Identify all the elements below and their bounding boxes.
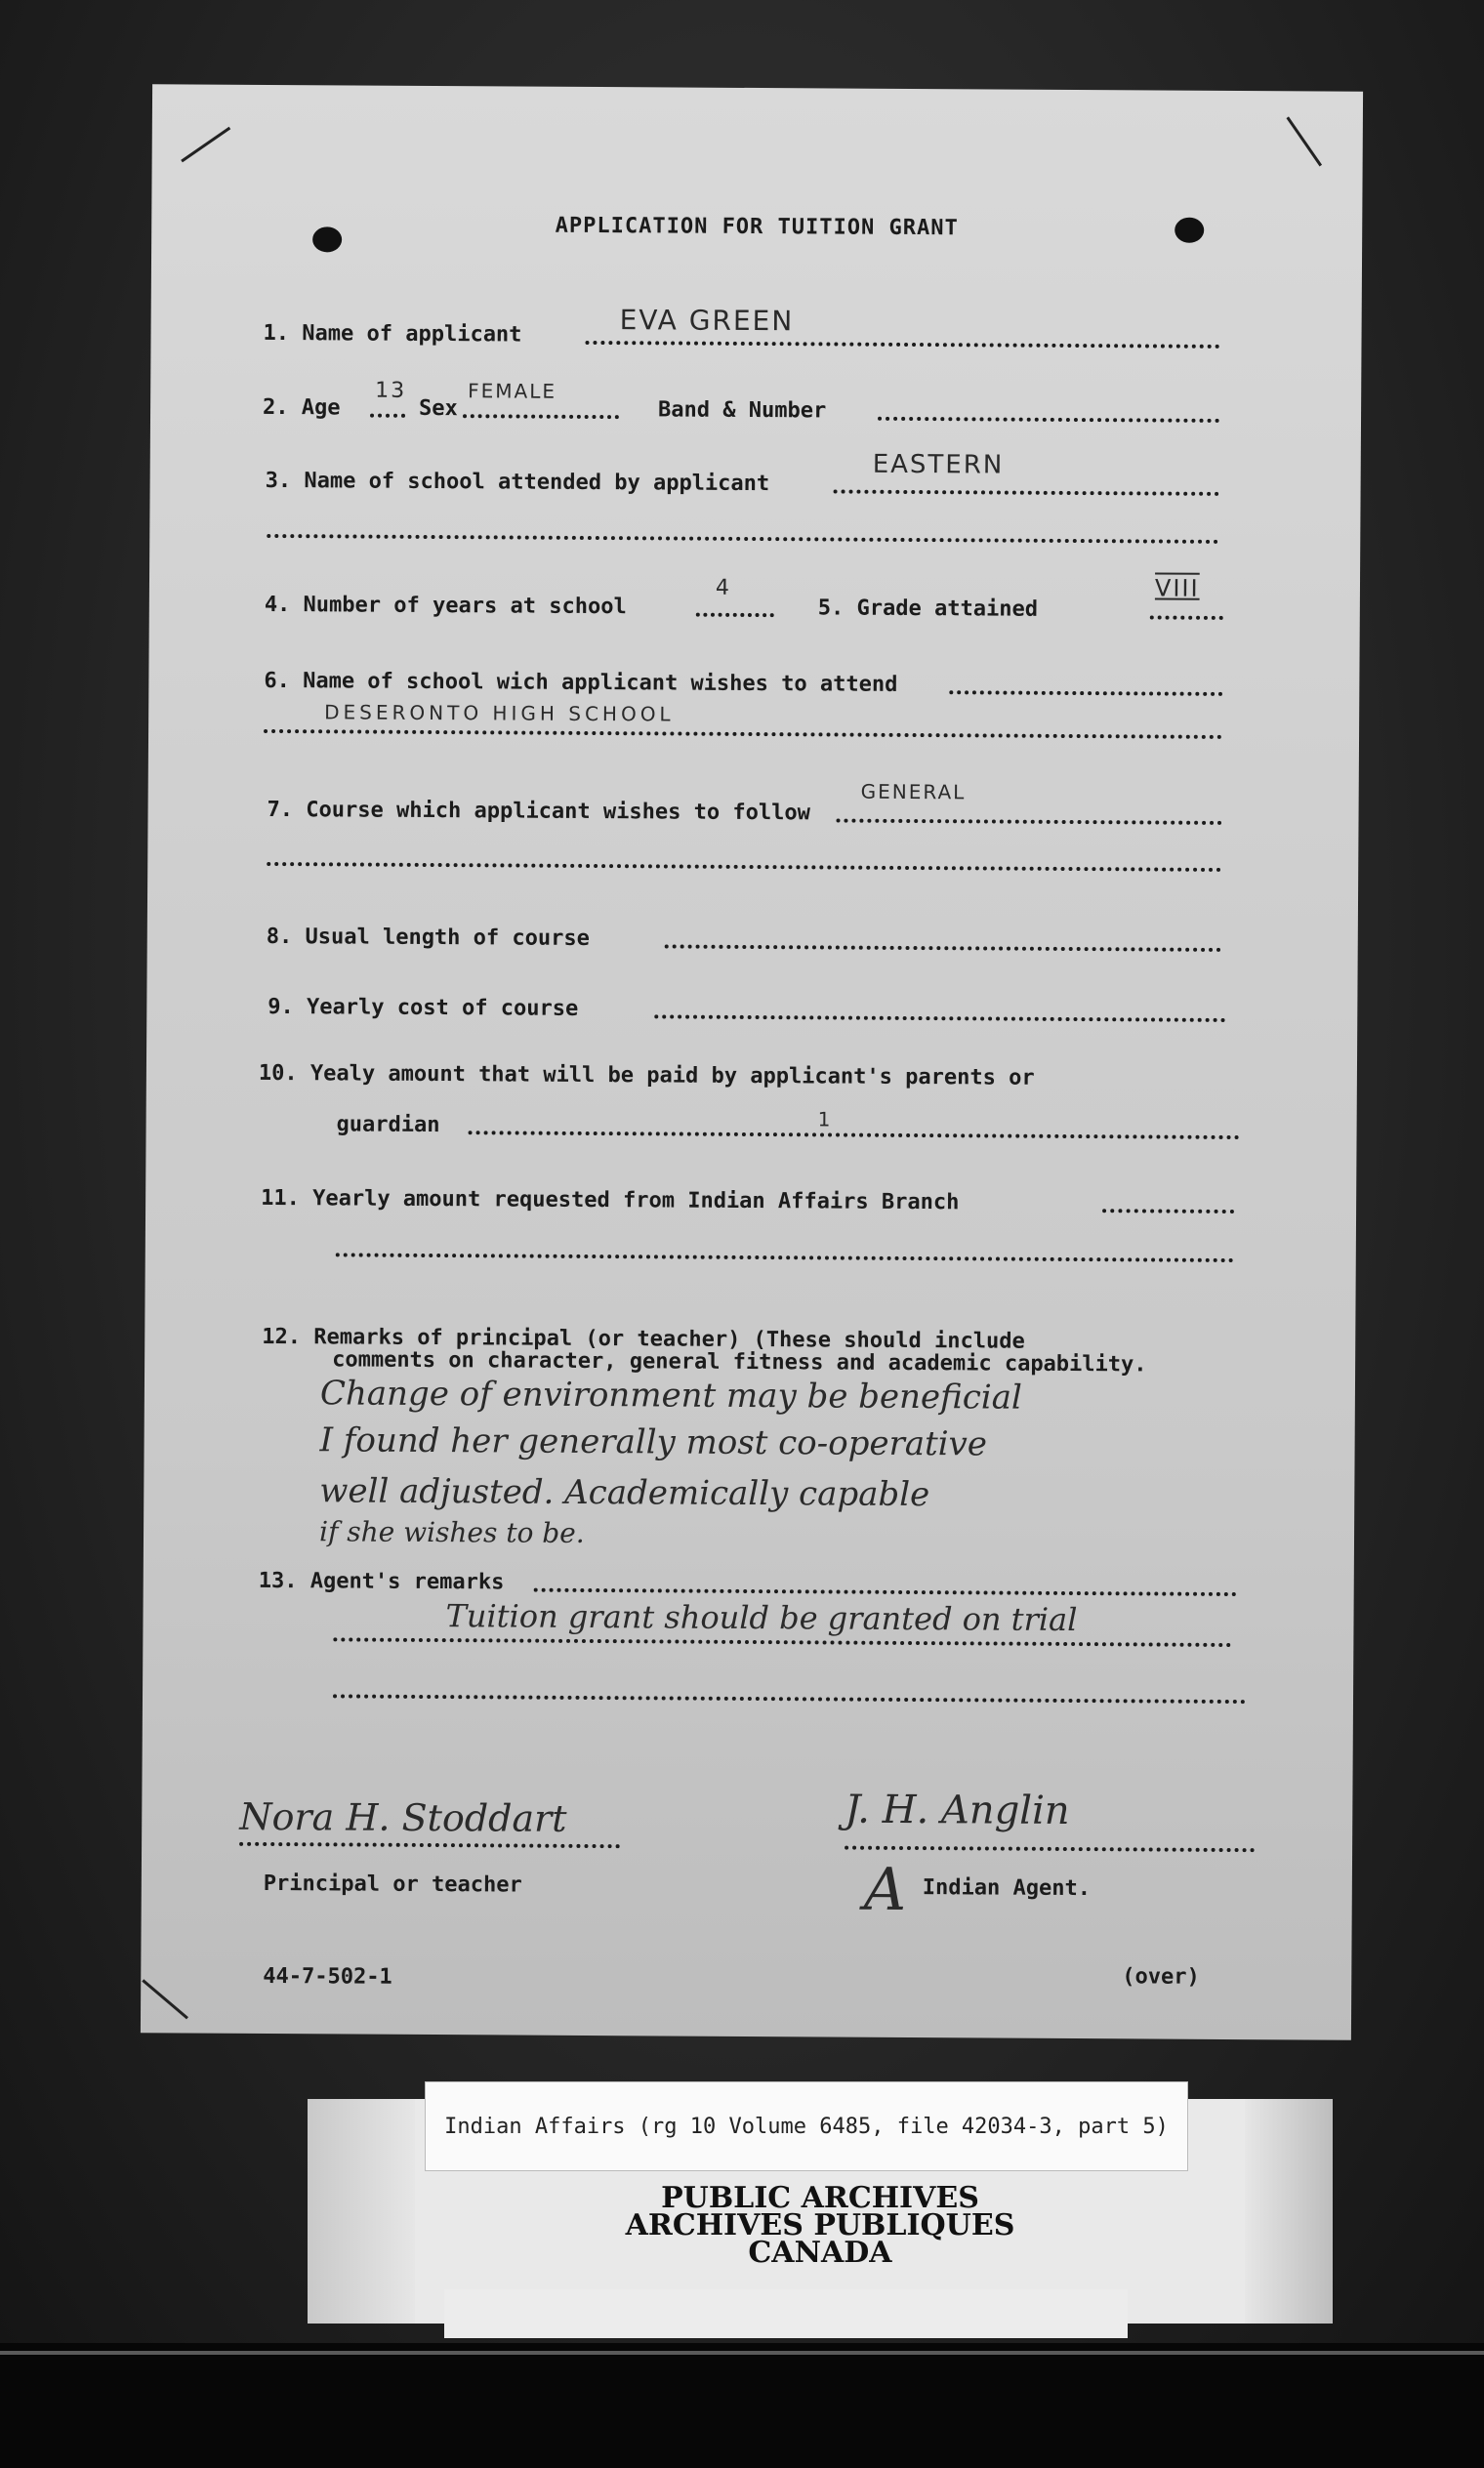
agent-caption: Indian Agent. [922, 1875, 1092, 1902]
principal-caption: Principal or teacher [263, 1871, 522, 1898]
item-1: 1. Name of applicant [263, 320, 522, 348]
form-code: 44-7-502-1 [263, 1963, 392, 1990]
stamp-line-2: ARCHIVES PUBLIQUES [625, 2208, 1015, 2242]
band-label: Band & Number [658, 397, 827, 424]
grade-value: VIII [1154, 574, 1200, 602]
item-12-continued: comments on character, general fitness and academic capability. [332, 1347, 1147, 1378]
age-value: 13 [375, 378, 407, 403]
corner-mark-top-right [1286, 116, 1322, 166]
item-3: 3. Name of school attended by applicant [265, 468, 770, 497]
course-value: GENERAL [860, 779, 967, 804]
item-10: 10. Yealy amount that will be paid by applicant's parents or [258, 1060, 1035, 1090]
grade-label: 5. Grade attained [817, 596, 1039, 622]
sex-label: Sex [419, 395, 458, 422]
item-13: 13. Agent's remarks [258, 1568, 505, 1595]
agent-remarks-value: Tuition grant should be granted on trial [445, 1597, 1078, 1639]
remarks-line-2: I found her generally most co-operative [319, 1420, 988, 1464]
scanner-bottom-bar [0, 2343, 1484, 2468]
remarks-line-4: if she wishes to be. [318, 1515, 585, 1549]
archive-card-lower [444, 2289, 1128, 2338]
sex-value: FEMALE [468, 379, 557, 403]
item-9: 9. Yearly cost of course [268, 994, 579, 1021]
item-7: 7. Course which applicant wishes to follow [267, 797, 810, 826]
item-12: 12. Remarks of principal (or teacher) (These should include [262, 1324, 1025, 1354]
school-to-attend-value: DESERONTO HIGH SCHOOL [324, 700, 675, 726]
archive-reference-label: Indian Affairs (rg 10 Volume 6485, file 42034-3, part 5) [425, 2081, 1188, 2171]
item-11: 11. Yearly amount requested from Indian Affairs Branch [261, 1185, 960, 1215]
agent-signature-flourish: A [863, 1855, 907, 1924]
application-form-sheet [141, 84, 1363, 2040]
over-note: (over) [1122, 1964, 1200, 1990]
item-4: 4. Number of years at school [264, 592, 627, 620]
archive-stamp [308, 2181, 1333, 2270]
years-at-school-value: 4 [715, 575, 732, 600]
principal-signature: Nora H. Stoddart [239, 1794, 567, 1840]
corner-mark-bottom-left [142, 1979, 188, 2019]
stamp-line-3: CANADA [748, 2236, 892, 2270]
remarks-line-1: Change of environment may be beneficial [319, 1374, 1022, 1418]
stamp-line-1: PUBLIC ARCHIVES [661, 2181, 979, 2215]
school-attended-value: EASTERN [872, 449, 1005, 480]
remarks-line-3: well adjusted. Academically capable [319, 1471, 930, 1515]
applicant-name-value: EVA GREEN [619, 304, 795, 338]
item-6: 6. Name of school wich applicant wishes to attend [264, 668, 898, 697]
parent-amount-value: 1 [817, 1107, 833, 1131]
corner-mark-top-left [181, 127, 230, 163]
item-2: 2. Age [263, 394, 341, 421]
item-10-continued: guardian [336, 1112, 440, 1138]
agent-signature: J. H. Anglin [845, 1787, 1070, 1834]
form-title: APPLICATION FOR TUITION GRANT [555, 213, 959, 241]
item-8: 8. Usual length of course [266, 924, 591, 951]
